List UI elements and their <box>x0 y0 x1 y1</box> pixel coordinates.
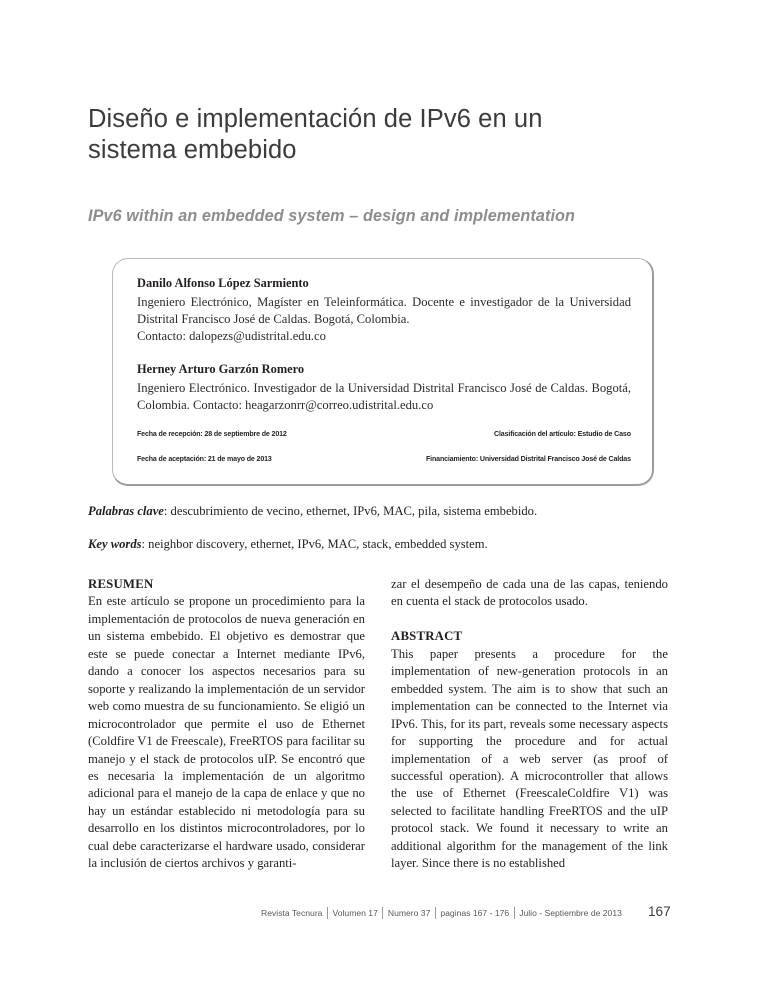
abstract-heading: ABSTRACT <box>391 629 463 644</box>
keywords-english-label: Key words <box>88 537 142 551</box>
author-list <box>137 275 631 414</box>
reception-date: Fecha de recepción: 28 de septiembre de 2012 <box>137 429 287 438</box>
keywords-spanish-label: Palabras clave <box>88 504 164 518</box>
footer-date: Julio - Septiembre de 2013 <box>519 908 622 918</box>
footer-number: Numero 37 <box>387 908 431 918</box>
funding-source: Financiamiento: Universidad Distrital Francisco José de Caldas <box>426 454 631 463</box>
metadata-row <box>137 428 631 439</box>
footer-journal: Revista Tecnura <box>261 908 323 918</box>
keywords-english <box>88 536 668 553</box>
keywords-english-value: : neighbor discovery, ethernet, IPv6, MAC, stack, embedded system. <box>141 537 488 551</box>
author-name: Danilo Alfonso López Sarmiento <box>137 276 309 290</box>
author-affiliation: Ingeniero Electrónico. Investigador de la Universidad Distrital Francisco José de Caldas. Bogotá, Colombia. Contacto: heagarzonrr@correo.udistrital.edu.co <box>137 380 631 413</box>
author-info-box <box>112 258 654 486</box>
resumen-continuation: zar el desempeño de cada una de las capas, teniendo en cuenta el stack de protocolos usado. <box>391 577 668 609</box>
author-affiliation: Ingeniero Electrónico, Magíster en Teleinformática. Docente e investigador de la Universidad Distrital Francisco José de Caldas. Bogotá, Colombia. <box>137 294 631 326</box>
page-number: 167 <box>648 904 671 919</box>
keywords-spanish-value: : descubrimiento de vecino, ethernet, IPv6, MAC, pila, sistema embebido. <box>163 504 538 518</box>
paragraph-spacer <box>391 611 668 628</box>
column-left <box>88 576 365 873</box>
metadata-row <box>137 453 631 464</box>
acceptance-date: Fecha de aceptación: 21 de mayo de 2013 <box>137 454 272 463</box>
article-classification: Clasificación del artículo: Estudio de Caso <box>494 429 631 438</box>
author-entry-1 <box>137 275 631 345</box>
author-contact: Contacto: dalopezs@udistrital.edu.co <box>137 329 326 344</box>
footer-pages: paginas 167 - 176 <box>440 908 510 918</box>
author-entry-2 <box>137 361 631 414</box>
abstract-body: This paper presents a procedure for the implementation of new-generation protocols in an embedded system. The aim is to show that such an implementation can be connected to the Internet via IPv6. This, for its part, reveals some necessary aspects for supporting the procedure and for actual implementation of a web server (as proof of successful operation). A microcontroller that allows the use of Ethernet (FreescaleColdfire V1) was selected to facilitate handling FreeRTOS and the uIP protocol stack. We found it necessary to write an additional algorithm for the management of the link layer. Since there is no established <box>391 646 668 871</box>
author-name: Herney Arturo Garzón Romero <box>137 362 305 377</box>
resumen-body: En este artículo se propone un procedimiento para la implementación de protocolos de nueva generación en un sistema embebido. El objetivo es demostrar que este se puede conectar a Internet mediante IPv6, dando a conocer los aspectos necesarios para su soporte y realizando la implementación de un servidor web como muestra de su funcionamiento. Se eligió un microcontrolador que permite el uso de Ethernet (Coldfire V1 de Freescale), FreeRTOS para facilitar su manejo y el stack de protocolos uIP. Se encontró que es necesaria la implementación de un algoritmo adicional para el manejo de la capa de enlace y que no hay un estándar establecido ni metodología para su desarrollo en los distintos microcontroladores, por lo cual debe caracterizarse el hardware usado, considerar la inclusión de ciertos archivos y garanti- <box>88 594 365 871</box>
article-metadata <box>137 428 631 478</box>
article-subtitle: IPv6 within an embedded system – design and implementation <box>88 207 576 225</box>
footer-volume: Volumen 17 <box>332 908 378 918</box>
resumen-heading: RESUMEN <box>88 577 154 591</box>
article-title: Diseño e implementación de IPv6 en un sistema embebido <box>88 105 543 164</box>
keywords-spanish <box>88 503 668 520</box>
footer-citation <box>261 906 626 920</box>
page-footer <box>0 906 768 930</box>
column-right <box>391 576 668 873</box>
